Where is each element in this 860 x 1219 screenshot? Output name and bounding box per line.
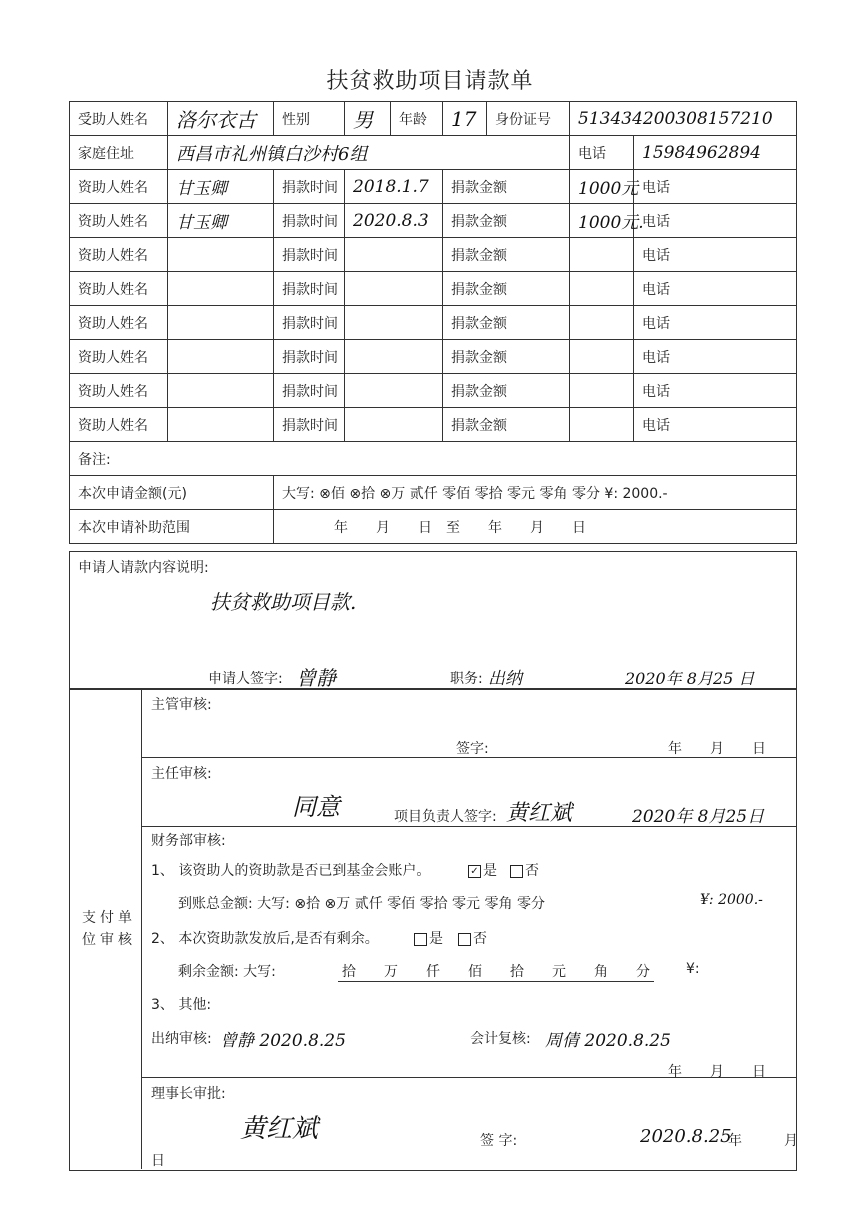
- donate-time: [345, 238, 443, 272]
- sponsor-phone-label: 电话: [634, 374, 797, 408]
- payer-side-label: 支付单位审核: [82, 910, 136, 948]
- id-label: 身份证号: [487, 102, 570, 136]
- donate-time-label: 捐款时间: [274, 408, 345, 442]
- donate-amount: [570, 238, 634, 272]
- explain-duty-label: 职务:: [450, 671, 483, 687]
- gender-label: 性别: [274, 102, 345, 136]
- explain-duty: 出纳: [488, 669, 522, 689]
- chair-date-hand: 2020.8.25: [640, 1126, 732, 1147]
- manager-sign-label: 签字:: [456, 741, 489, 757]
- sponsor-row: [70, 204, 797, 238]
- sponsor-phone-label: 电话: [634, 170, 797, 204]
- sponsor-name-label: 资助人姓名: [70, 408, 168, 442]
- range-text: 年 月 日 至 年 月 日: [274, 510, 797, 544]
- sponsor-name: 甘玉卿: [168, 170, 274, 204]
- recipient-label: 受助人姓名: [70, 102, 168, 136]
- donate-amount-label: 捐款金额: [443, 272, 570, 306]
- sponsor-row: [70, 238, 797, 272]
- age-label: 年龄: [391, 102, 443, 136]
- q1-no-checkbox[interactable]: [510, 865, 523, 878]
- chair-sign-label: 签 字:: [480, 1133, 518, 1149]
- sponsor-name: [168, 408, 274, 442]
- sponsor-name: [168, 306, 274, 340]
- chair-date-units: 年 月: [728, 1133, 798, 1149]
- finance-date: 年 月 日: [668, 1064, 766, 1080]
- form-table: [69, 101, 797, 544]
- sponsor-name-label: 资助人姓名: [70, 238, 168, 272]
- donate-amount: [570, 374, 634, 408]
- donate-time: 2018.1.7: [345, 170, 443, 204]
- sponsor-row: [70, 374, 797, 408]
- remain-units: 拾 万 仟 佰 拾 元 角 分: [338, 961, 654, 982]
- recipient-row: [70, 102, 797, 136]
- q2-no[interactable]: 否: [458, 928, 487, 948]
- address-row: [70, 136, 797, 170]
- director-date: 2020年 8月25日: [632, 807, 765, 827]
- chair-sign: 黄红斌: [240, 1114, 319, 1144]
- cashier-sign: 曾静 2020.8.25: [220, 1031, 346, 1051]
- donate-amount-label: 捐款金额: [443, 306, 570, 340]
- remark-label: 备注:: [70, 442, 797, 476]
- donate-time-label: 捐款时间: [274, 272, 345, 306]
- phone-label: 电话: [570, 136, 634, 170]
- sponsor-name-label: 资助人姓名: [70, 340, 168, 374]
- sponsor-name-label: 资助人姓名: [70, 374, 168, 408]
- donate-amount: 1000元.: [570, 204, 634, 238]
- sponsor-row: [70, 408, 797, 442]
- donate-amount-label: 捐款金额: [443, 204, 570, 238]
- phone-value: 15984962894: [634, 136, 797, 170]
- sponsor-phone-label: 电话: [634, 340, 797, 374]
- sponsor-row: [70, 170, 797, 204]
- donate-time: [345, 374, 443, 408]
- sponsor-name: 甘玉卿: [168, 204, 274, 238]
- apply-amount-label: 本次申请金额(元): [70, 476, 274, 510]
- donate-amount: [570, 408, 634, 442]
- sponsor-row: [70, 340, 797, 374]
- sponsor-phone-label: 电话: [634, 408, 797, 442]
- donate-amount-label: 捐款金额: [443, 408, 570, 442]
- donate-amount-label: 捐款金额: [443, 340, 570, 374]
- remain-label: 剩余金额: 大写:: [178, 964, 276, 980]
- donate-time: [345, 408, 443, 442]
- donate-amount-label: 捐款金额: [443, 238, 570, 272]
- chair-day: 日: [151, 1153, 165, 1169]
- finance-label: 财务部审核:: [151, 833, 226, 849]
- explain-content: 扶贫救助项目款.: [210, 590, 357, 614]
- q1-no[interactable]: 否: [510, 860, 539, 880]
- explain-signer-label: 申请人签字:: [208, 671, 283, 687]
- donate-amount-label: 捐款金额: [443, 170, 570, 204]
- donate-time-label: 捐款时间: [274, 374, 345, 408]
- donate-time-label: 捐款时间: [274, 204, 345, 238]
- donate-amount: [570, 306, 634, 340]
- range-label: 本次申请补助范围: [70, 510, 274, 544]
- donate-time: [345, 306, 443, 340]
- explain-date: 2020年 8月25 日: [625, 669, 755, 688]
- sponsor-name-label: 资助人姓名: [70, 272, 168, 306]
- remain-num: ¥:: [686, 961, 700, 977]
- director-sign: 黄红斌: [506, 801, 573, 826]
- director-opinion: 同意: [292, 793, 340, 821]
- remark-row: [70, 442, 797, 476]
- donate-amount: [570, 272, 634, 306]
- sponsor-row: [70, 272, 797, 306]
- id-value: 513434200308157210: [570, 102, 797, 136]
- donate-time: 2020.8.3: [345, 204, 443, 238]
- address-label: 家庭住址: [70, 136, 168, 170]
- apply-amount-text: 大写: ⊗佰 ⊗拾 ⊗万 贰仟 零佰 零拾 零元 零角 零分 ¥: 2000.-: [274, 476, 797, 510]
- sponsor-phone-label: 电话: [634, 204, 797, 238]
- age-value: 17: [443, 102, 487, 136]
- director-label: 主任审核:: [151, 766, 212, 782]
- finance-total: 到账总金额: 大写: ⊗拾 ⊗万 贰仟 零佰 零拾 零元 零角 零分: [178, 896, 545, 912]
- chair-label: 理事长审批:: [151, 1086, 226, 1102]
- recipient-value: 洛尔衣古: [168, 102, 274, 136]
- sponsor-name: [168, 238, 274, 272]
- gender-value: 男: [345, 102, 391, 136]
- donate-amount: [570, 340, 634, 374]
- donate-time: [345, 340, 443, 374]
- donate-time: [345, 272, 443, 306]
- form-title: 扶贫救助项目请款单: [326, 69, 534, 94]
- finance-total-num: ¥: 2000.-: [700, 892, 763, 908]
- sponsor-name: [168, 340, 274, 374]
- accountant-label: 会计复核:: [470, 1031, 531, 1047]
- manager-label: 主管审核:: [151, 697, 212, 713]
- sponsor-row: [70, 306, 797, 340]
- q1-yes[interactable]: ✓ 是: [468, 860, 497, 880]
- sponsor-name-label: 资助人姓名: [70, 306, 168, 340]
- sponsor-name: [168, 374, 274, 408]
- explain-signer: 曾静: [296, 666, 336, 690]
- sponsor-phone-label: 电话: [634, 272, 797, 306]
- donate-time-label: 捐款时间: [274, 306, 345, 340]
- sponsor-phone-label: 电话: [634, 306, 797, 340]
- sponsor-name-label: 资助人姓名: [70, 170, 168, 204]
- donate-amount: 1000元: [570, 170, 634, 204]
- finance-q3: 3、 其他:: [151, 997, 212, 1013]
- range-row: [70, 510, 797, 544]
- donate-amount-label: 捐款金额: [443, 374, 570, 408]
- finance-q1: 1、 该资助人的资助款是否已到基金会账户。: [151, 863, 431, 879]
- manager-date: 年 月 日: [668, 741, 766, 757]
- q1-yes-checkbox[interactable]: ✓: [468, 865, 481, 878]
- q2-no-checkbox[interactable]: [458, 933, 471, 946]
- finance-q2: 2、 本次资助款发放后,是否有剩余。: [151, 931, 379, 947]
- sponsor-name-label: 资助人姓名: [70, 204, 168, 238]
- director-sign-label: 项目负责人签字:: [394, 809, 497, 825]
- donate-time-label: 捐款时间: [274, 170, 345, 204]
- donate-time-label: 捐款时间: [274, 238, 345, 272]
- q2-yes[interactable]: 是: [414, 928, 443, 948]
- sponsor-phone-label: 电话: [634, 238, 797, 272]
- apply-amount-row: [70, 476, 797, 510]
- address-value: 西昌市礼州镇白沙村6组: [168, 136, 570, 170]
- accountant-sign: 周倩 2020.8.25: [545, 1031, 671, 1051]
- explain-label: 申请人请款内容说明:: [78, 560, 209, 576]
- donate-time-label: 捐款时间: [274, 340, 345, 374]
- sponsor-name: [168, 272, 274, 306]
- q2-yes-checkbox[interactable]: [414, 933, 427, 946]
- cashier-label: 出纳审核:: [151, 1031, 212, 1047]
